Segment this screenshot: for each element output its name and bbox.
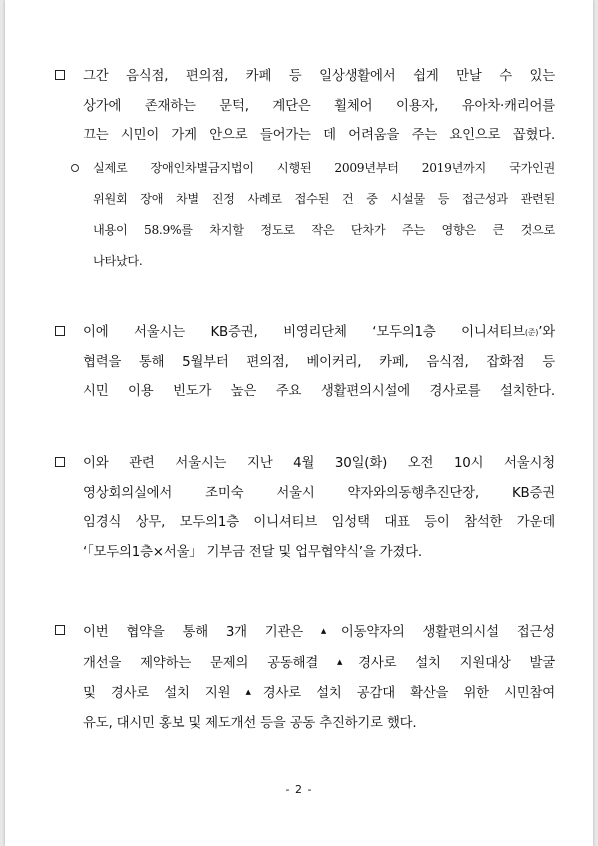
text-line: 영상회의실에서 조미숙 서울시 약자와의동행추진단장, KB증권 bbox=[83, 485, 555, 501]
text-segment-small: (준) bbox=[524, 328, 539, 337]
text-line: 상가에 존재하는 문턱, 계단은 휠체어 이용자, 유아차·캐리어를 bbox=[83, 98, 555, 114]
text-line: 나타났다. bbox=[93, 253, 143, 268]
text-line: 시민 이용 빈도가 높은 주요 생활편의시설에 경사로를 설치한다. bbox=[83, 384, 555, 399]
text-line: 내용이 58.9%를 차지할 정도로 작은 단차가 주는 영향은 큰 것으로 bbox=[93, 222, 555, 237]
text-segment: 개선을 제약하는 문제의 공동해결 bbox=[83, 655, 338, 671]
text-segment: 이동약자의 생활편의시설 접근성 bbox=[340, 625, 555, 640]
text-segment: 및 경사로 설치 지원 bbox=[83, 686, 246, 701]
text-line: 이와 관련 서울시는 지난 4월 30일(화) 오전 10시 서울시청 bbox=[83, 456, 555, 471]
text-line bbox=[83, 617, 555, 648]
text-line: 임경식 상무, 모두의1층 이니셔티브 임성택 대표 등이 참석한 가운데 bbox=[83, 515, 555, 530]
text-line: ‘「모두의1층×서울」 기부금 전달 및 업무협약식’을 가졌다. bbox=[83, 544, 422, 560]
square-bullet-icon bbox=[55, 625, 65, 635]
text-segment: ’와 bbox=[538, 325, 555, 340]
text-segment: 경사로 설치 공감대 확산을 위한 시민참여 bbox=[262, 686, 556, 701]
paragraph-3-text bbox=[55, 449, 555, 567]
text-segment: 이에 서울시는 KB증권, 비영리단체 ‘모두의1층 이니셔티브 bbox=[83, 325, 525, 340]
text-line: 유도, 대시민 홍보 및 제도개선 등을 공동 추진하기로 했다. bbox=[83, 715, 417, 731]
text-line bbox=[83, 648, 555, 679]
text-segment: 이번 협약을 통해 3개 기관은 bbox=[83, 625, 321, 640]
paragraph-2-text bbox=[55, 318, 555, 407]
text-line: 끄는 시민이 가게 안으로 들어가는 데 어려움을 주는 요인으로 꼽혔다. bbox=[83, 128, 555, 143]
paragraph-1 bbox=[55, 62, 555, 277]
page-number: - 2 - bbox=[285, 783, 313, 796]
text-line: 그간 음식점, 편의점, 카페 등 일상생활에서 쉽게 만날 수 있는 bbox=[83, 69, 555, 84]
paragraph-2 bbox=[55, 318, 555, 407]
paragraph-4-text bbox=[55, 617, 555, 738]
paragraph-4 bbox=[55, 617, 555, 738]
text-segment: 경사로 설치 지원대상 발굴 bbox=[358, 655, 555, 671]
paragraph-1-subitem bbox=[55, 153, 555, 277]
text-line bbox=[83, 678, 555, 709]
text-line bbox=[83, 318, 555, 348]
document-page bbox=[5, 0, 593, 846]
square-bullet-icon bbox=[55, 457, 65, 467]
text-line: 협력을 통해 5월부터 편의점, 베이커리, 카페, 음식점, 잡화점 등 bbox=[83, 354, 555, 370]
text-line: 위원회 장애 차별 진정 사례로 접수된 건 중 시설물 등 접근성과 관련된 bbox=[93, 191, 555, 206]
paragraph-1-text bbox=[55, 62, 555, 151]
triangle-bullet-icon: ▲ bbox=[320, 627, 340, 635]
paragraph-3 bbox=[55, 449, 555, 567]
triangle-bullet-icon: ▲ bbox=[337, 657, 358, 666]
triangle-bullet-icon: ▲ bbox=[245, 688, 262, 696]
square-bullet-icon bbox=[55, 70, 65, 80]
text-line: 실제로 장애인차별금지법이 시행된 2009년부터 2019년까지 국가인권 bbox=[93, 160, 555, 175]
square-bullet-icon bbox=[55, 326, 65, 336]
circle-bullet-icon bbox=[71, 164, 79, 172]
